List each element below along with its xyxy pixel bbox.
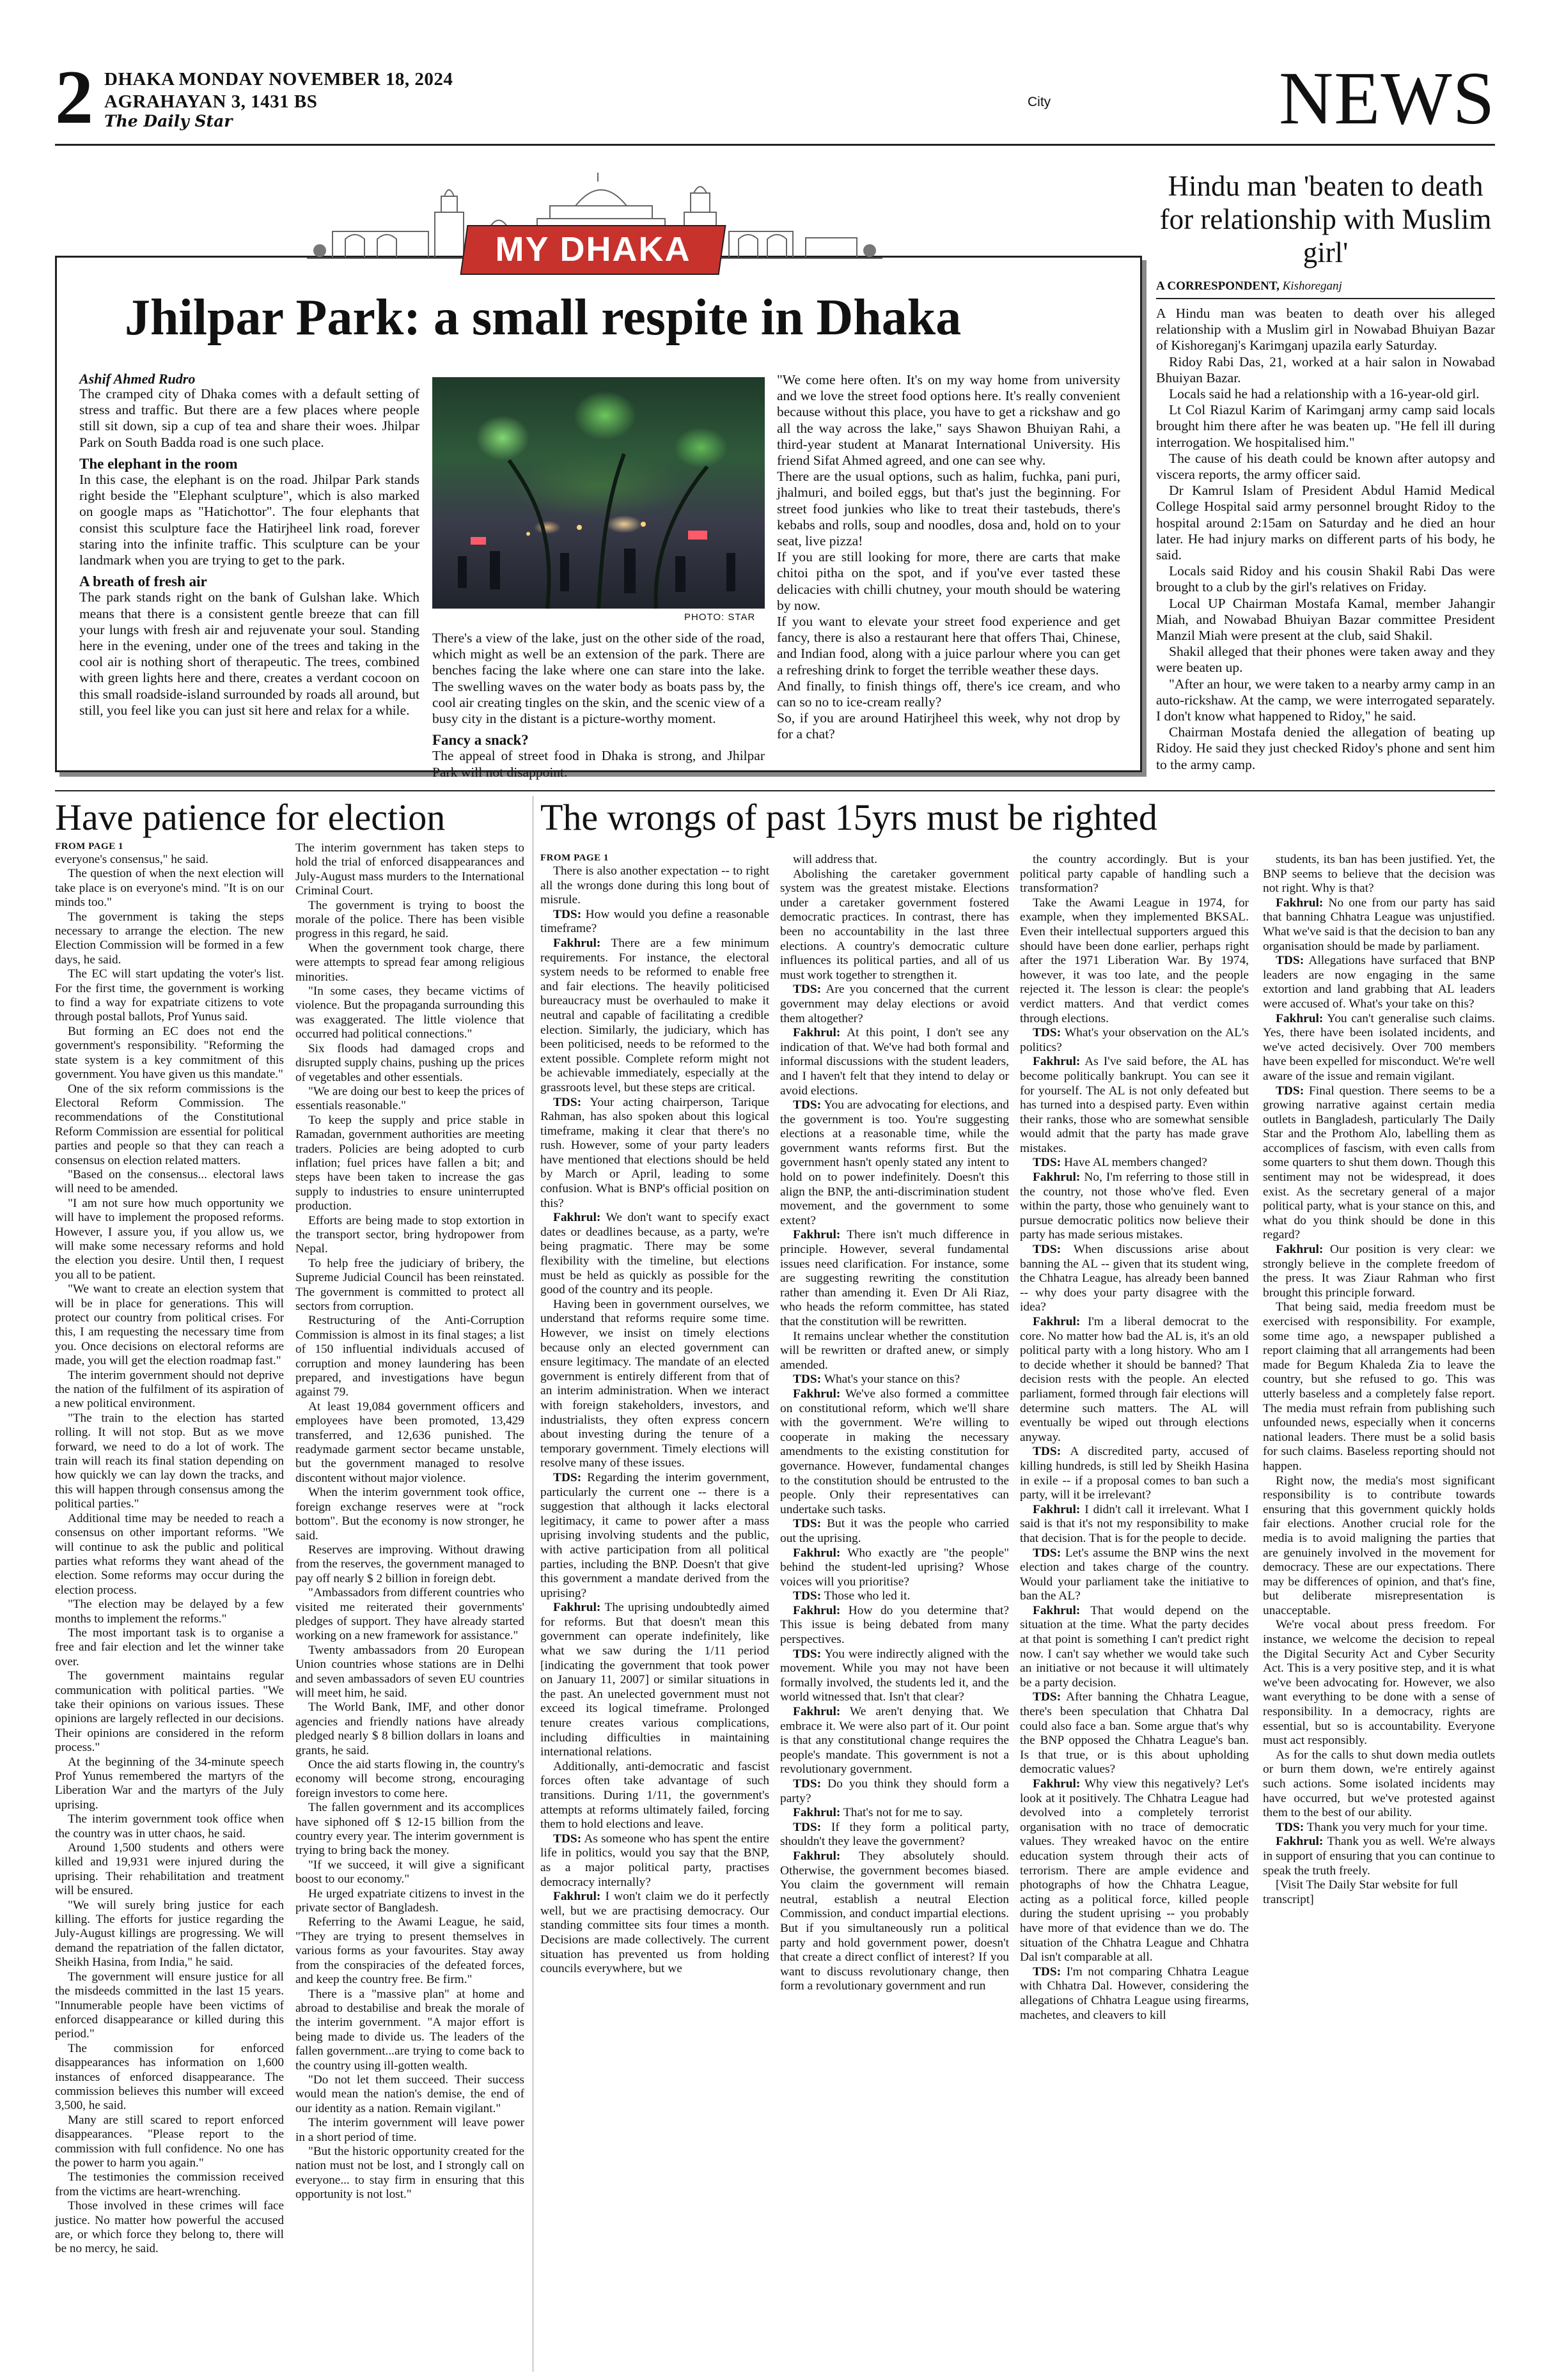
paragraph: "Based on the consensus... electoral laws will need to be amended. (55, 1167, 284, 1196)
paragraph-text: Thank you as well. We're always in support of ensuring that you can continue to speak the truth freely. (1263, 1835, 1496, 1878)
speaker-label: TDS: (793, 1589, 822, 1603)
paragraph-text: Our position is very clear: we strongly believe in the complete freedom of the press. It was Ziaur Rahman who first brought this principle forward. (1263, 1243, 1495, 1300)
speaker-label: Fakhrul: (793, 1705, 841, 1719)
paragraph-text: Take the Awami League in 1974, for example, when they implemented BKSAL. Even their intellectual supporters argued this should have been done earlier, perhaps right after the 1971 Liberation War. By 1974, however, it was too late, and the people rejected it. The lesson is clear: the people's verdict matters. And that verdict comes through elections. (1020, 896, 1249, 1025)
paper-logo: The Daily Star (104, 112, 233, 130)
speaker-label: Fakhrul: (793, 1026, 841, 1040)
paragraph-text: There is also another expectation -- to right all the wrongs done during this long bout of misrule. (540, 864, 769, 907)
paragraph-text: Right now, the media's most significant responsibility is to contribute towards ensuring that this government quickly holds fair elections. Another crucial role for the media is to avoid maligning the parties that are genuinely involved in the movement for democracy. These are our expectations. There may be differences of opinion, and that's fine, but deliberate misrepresentation is unacceptable. (1263, 1474, 1495, 1617)
speaker-label: Fakhrul: (1033, 1502, 1081, 1516)
paragraph-text: Allegations have surfaced that BNP leaders are now engaging in the same extortion and land grabbing that AL leaders were accused of. What's your take on this? (1263, 954, 1495, 1011)
paragraph: Efforts are being made to stop extortion in the transport sector, bring hydropower from Nepal. (295, 1213, 524, 1256)
paragraph: The appeal of street food in Dhaka is strong, and Jhilpar Park will not disappoint. (432, 748, 765, 780)
paragraph: "I am not sure how much opportunity we will have to implement the proposed reforms. However, I assure you, if you allow us, we will make some necessary reforms and hold the election you desire. Until then, I request you all to be patient. (55, 1196, 284, 1282)
paragraph (780, 1546, 1009, 1590)
paragraph (1020, 1026, 1249, 1055)
paragraph: The government maintains regular communication with political parties. "We take their opinions on various issues. These opinions are largely reflected in our decisions. Their opinions are considered in the reform process." (55, 1669, 284, 1755)
paragraph (1020, 1777, 1249, 1965)
paragraph (780, 1604, 1009, 1647)
election-headline: Have patience for election (55, 797, 446, 838)
paragraph: The interim government should not deprive the nation of the fulfilment of its aspiration of a new political environment. (55, 1368, 284, 1411)
paragraph (540, 1471, 769, 1601)
paragraph: "We will surely bring justice for each killing. The efforts for justice regarding the July-August killings are progressing. We will demand the repatriation of the fallen dictator, Sheikh Hasina, from India," he said. (55, 1898, 284, 1970)
paragraph (1263, 954, 1495, 1011)
speaker-label: TDS: (793, 1820, 822, 1834)
paragraph-text: If they form a political party, shouldn't they leave the government? (780, 1820, 1009, 1849)
paragraph: "We come here often. It's on my way home from university and we love the street food options here. It's really convenient because without this place, you have to get a rickshaw and go all the way across the lake," says Shawon Bhuiyan Rahi, a third-year student at Manarat International University. His friend Sifat Ahmed agreed, and one can see why. (777, 372, 1120, 469)
paragraph-text: That being said, media freedom must be exercised with responsibility. For example, some time ago, a newspaper published a report claiming that all arrangements had been made for Begum Khaleda Zia to leave the country, but she refused to go. This was utterly baseless and a completely false report. The media must refrain from publishing such unfounded news, especially when it concerns national leaders. There must be a solid basis for such claims. Baseless reporting should not happen. (1263, 1300, 1495, 1473)
paragraph (780, 1821, 1009, 1849)
paragraph (1020, 1965, 1249, 2023)
speaker-label: TDS: (553, 1832, 582, 1846)
paragraph (540, 1601, 769, 1760)
paragraph: everyone's consensus," he said. (55, 853, 208, 866)
paragraph-text: students, its ban has been justified. Yet, the BNP seems to believe that the decision was not right. Why is that? (1263, 853, 1495, 896)
paragraph-text: We aren't denying that. We embrace it. We were also part of it. Our point is that any constitutional change requires the people's mandate. This government is not a revolutionary government. (780, 1705, 1009, 1777)
paragraph: Referring to the Awami League, he said, "They are trying to present themselves in various forms as your favourites. Stay away from the conspiracies of the defeated forces, and keep the country free. Be firm." (295, 1915, 524, 1987)
paragraph (780, 1777, 1009, 1806)
speaker-label: Fakhrul: (1033, 1315, 1081, 1328)
paragraph-text: Have AL members changed? (1064, 1156, 1207, 1170)
speaker-label: Fakhrul: (793, 1387, 841, 1401)
paragraph: One of the six reform commissions is the Electoral Reform Commission. The recommendations of the Constitutional Reform Commission are essential for political parties and people so that they can reach a consensus on election related matters. (55, 1082, 284, 1167)
speaker-label: Fakhrul: (1033, 1777, 1081, 1791)
paragraph: Chairman Mostafa denied the allegation of beating up Ridoy. He said they just checked Ridoy's phone and sent him to the army camp. (1156, 724, 1495, 772)
paragraph: A Hindu man was beaten to death over his alleged relationship with a Muslim girl in Nowabad Bhuiyan Bazar of Kishoreganj's Karimganj upazila early Saturday. (1156, 306, 1495, 354)
paragraph: The EC will start updating the voter's list. For the first time, the government is working to find a way for expatriate citizens to vote through postal ballots, Prof Yunus said. (55, 967, 284, 1024)
paragraph: Dr Kamrul Islam of President Abdul Hamid Medical College Hospital said army personnel brought Ridoy to the hospital around 2:15am on Saturday and he died an hour later. He had injury marks on different parts of his body, he said. (1156, 483, 1495, 563)
paragraph-text: [Visit The Daily Star website for full transcript] (1263, 1878, 1458, 1906)
wrongs-col4 (1263, 853, 1495, 2371)
my-dhaka-col1 (79, 386, 419, 757)
paragraph: Once the aid starts flowing in, the country's economy will become strong, encouraging foreign investors to come here. (295, 1758, 524, 1800)
jhilpar-park-photo (432, 377, 765, 609)
hindu-byline-label: A CORRESPONDENT, (1156, 279, 1280, 293)
paragraph (1263, 853, 1495, 896)
paragraph: There is a "massive plan" at home and abroad to destabilise and break the morale of the interim government. "A major effort is being made to divide us. The leaders of the fallen government...are trying to come back to the country using ill-gotten wealth. (295, 1987, 524, 2073)
paragraph-text: But it was the people who carried out the uprising. (780, 1517, 1009, 1545)
paragraph (1263, 1878, 1495, 1907)
speaker-label: Fakhrul: (1276, 1011, 1324, 1025)
speaker-label: TDS: (1033, 1546, 1061, 1560)
paragraph: If you want to elevate your street food experience and get fancy, there is also a restaurant here that offers Thai, Chinese, and Indian food, along with a juice parlour where you can get a refreshing drink to forget the terrible weather these days. (777, 614, 1120, 678)
paragraph (780, 1647, 1009, 1705)
speaker-label: TDS: (1033, 1964, 1061, 1979)
speaker-label: TDS: (793, 983, 822, 997)
paragraph: He urged expatriate citizens to invest in the private sector of Bangladesh. (295, 1886, 524, 1915)
election-from-page: FROM PAGE 1 (55, 841, 123, 852)
paragraph-text: Who exactly are "the people" behind the student-led uprising? Whose voices will you prioritise? (780, 1546, 1010, 1589)
paragraph: Shakil alleged that their phones were taken away and they were beaten up. (1156, 644, 1495, 676)
speaker-label: TDS: (793, 1647, 822, 1661)
paragraph (1020, 1546, 1249, 1604)
section-label: City (1028, 95, 1051, 109)
paragraph (1263, 1300, 1495, 1474)
paragraph: The government will ensure justice for all the misdeeds committed in the last 15 years. "Innumerable people have been victims of enforced disappearance or killed during this period." (55, 1970, 284, 2041)
photo-detail (432, 377, 765, 609)
paragraph-text: Regarding the interim government, particularly the current one -- there is a suggestion that although it lacks electoral legitimacy, it came to power after a mass uprising involving students and the public, with active participation from all political parties, including the BNP. Doesn't that give this government a mandate derived from the uprising? (540, 1470, 769, 1600)
paragraph: The testimonies the commission received from the victims are heart-wrenching. (55, 2170, 284, 2198)
paragraph (780, 853, 1009, 867)
paragraph (780, 1849, 1009, 1994)
paragraph-text: There are a few minimum requirements. For instance, the electoral system needs to be reformed to enable free and fair elections. The heavily politicised bureaucracy must be overhauled to make it neutral and capable of facilitating a credible election. Similarly, the judiciary, which has been politicised, needs to be reformed to the extent possible. Complete reform might not be achievable immediately, especially at the grassroots level, but these steps are critical. (540, 936, 770, 1094)
photo-credit: PHOTO: STAR (684, 612, 756, 623)
paragraph: "We are doing our best to keep the prices of essentials reasonable." (295, 1084, 524, 1113)
paragraph: Six floods had damaged crops and disrupted supply chains, pushing up the prices of vegetables and other essentials. (295, 1041, 524, 1084)
paragraph-text: Are you concerned that the current government may delay elections or avoid them altogether? (780, 983, 1010, 1025)
paragraph-text: There isn't much difference in principle. However, several fundamental issues need clarification. For instance, some are suggesting rewriting the constitution rather than amending it. Even Dr Ali Riaz, who heads the reform committee, has stated that the constitution will be rewritten. (780, 1228, 1010, 1328)
paragraph: The World Bank, IMF, and other donor agencies and friendly nations have already pledged nearly $ 8 billion dollars in loans and grants, he said. (295, 1700, 524, 1757)
paragraph: There's a view of the lake, just on the other side of the road, which might as well be an extension of the park. There are benches facing the lake where one can stare into the lake. The swelling waves on the water body as boats pass by, the cool air creating tingles on the skin, and the scenic view of a busy city in the distant is a picture-worthy moment. (432, 630, 765, 727)
speaker-label: Fakhrul: (1276, 1243, 1324, 1257)
my-dhaka-headline: Jhilpar Park: a small respite in Dhaka (125, 290, 962, 346)
paragraph: The government is taking the steps necessary to arrange the election. The new Election Commission will be formed in a few days, he said. (55, 910, 284, 967)
paragraph: "If we succeed, it will give a significant boost to our economy." (295, 1858, 524, 1886)
paragraph: When the interim government took office, foreign exchange reserves were at "rock bottom". But the economy is now stronger, he said. (295, 1486, 524, 1543)
speaker-label: TDS: (1033, 1243, 1061, 1257)
paragraph: "In some cases, they became victims of violence. But the propaganda surrounding this was exaggerated. The little violence that occurred had political connections." (295, 984, 524, 1041)
paragraph (780, 1589, 1009, 1604)
paragraph (1020, 896, 1249, 1026)
speaker-label: Fakhrul: (1276, 1835, 1324, 1849)
paragraph: "But the historic opportunity created for the nation must not be lost, and I strongly call on everyone... to stay firm in ensuring that this opportunity is not lost." (295, 2144, 524, 2202)
paragraph: Ridoy Rabi Das, 21, worked at a hair salon in Nowabad Bhuiyan Bazar. (1156, 354, 1495, 385)
paragraph: The cause of his death could be known after autopsy and viscera reports, the army officer said. (1156, 450, 1495, 483)
paragraph: The fallen government and its accomplices have siphoned off $ 12-15 billion from the country every year. The interim government is trying to bring back the money. (295, 1801, 524, 1858)
page-number: 2 (55, 54, 93, 139)
wrongs-col3 (1020, 853, 1249, 2371)
paragraph-text: As someone who has spent the entire life in politics, would you say that the BNP, as a major political party, practises democracy internally? (540, 1832, 769, 1889)
speaker-label: TDS: (1276, 954, 1304, 968)
paragraph (540, 864, 769, 908)
paragraph (540, 908, 769, 937)
wrongs-col1 (540, 864, 769, 2371)
my-dhaka-col2 (432, 630, 765, 780)
paragraph (1263, 1618, 1495, 1748)
paragraph (780, 1330, 1009, 1373)
hindu-story-byline (1156, 279, 1342, 293)
speaker-label: Fakhrul: (553, 936, 601, 950)
paragraph-text: No, I'm referring to those still in the country, not those who've fled. Even within the party, those who genuinely want to pursue democratic politics now believe their party has made serious mistakes. (1020, 1171, 1249, 1242)
paragraph (1263, 1835, 1495, 1878)
my-dhaka-banner-text: MY DHAKA (495, 230, 691, 268)
speaker-label: TDS: (793, 1777, 822, 1791)
speaker-label: Fakhrul: (793, 1228, 841, 1242)
election-col1 (55, 853, 284, 2371)
speaker-label: TDS: (793, 1098, 822, 1112)
paragraph: At least 19,084 government officers and employees have been promoted, 13,429 transferred, and 12,636 punished. The readymade garment sector became unstable, but the government managed to resolve discontent without major violence. (295, 1399, 524, 1485)
speaker-label: TDS: (793, 1373, 822, 1387)
paragraph-text: We're vocal about press freedom. For instance, we welcome the decision to repeal the Digital Security Act and Cyber Security Act. This is a very positive step, and it is what we've been advocating for. However, we also want everything to be done with a sense of responsibility. In a democracy, rights are essential, but so is accountability. Everyone must act responsibly. (1263, 1618, 1495, 1748)
paragraph (1020, 1315, 1249, 1445)
my-dhaka-byline: Ashif Ahmed Rudro (79, 371, 196, 387)
paragraph-text: How would you define a reasonable timeframe? (540, 907, 769, 936)
hindu-story-body (1156, 306, 1495, 779)
paragraph (780, 867, 1009, 983)
speaker-label: TDS: (553, 907, 582, 921)
speaker-label: TDS: (1033, 1690, 1061, 1704)
paragraph: Locals said Ridoy and his cousin Shakil Rabi Das were brought to a club by the girl's relatives on Friday. (1156, 563, 1495, 595)
paragraph: The interim government took office when the country was in utter chaos, he said. (55, 1812, 284, 1840)
paragraph: The commission for enforced disappearances has information on 1,600 instances of enforced disappearance. The commission believes this number will exceed 3,500, he said. (55, 2041, 284, 2113)
paragraph: "Ambassadors from different countries who visited me reiterated their governments' pledges of support. They have already started working on a new framework for assistance." (295, 1586, 524, 1643)
paragraph: "The train to the election has started rolling. It will not stop. But as we move forward, we need to do a lot of work. The train will reach its final station depending on how quickly we can lay down the tracks, and this will happen through consensus among the political parties." (55, 1411, 284, 1511)
section-title: NEWS (1279, 56, 1496, 140)
upper-lower-rule (55, 790, 1495, 791)
speaker-label: TDS: (1276, 1084, 1304, 1098)
speaker-label: Fakhrul: (1033, 1171, 1081, 1185)
paragraph-text: How do you determine that? This issue is being debated from many perspectives. (780, 1603, 1009, 1647)
paragraph-text: It remains unclear whether the constitution will be rewritten or drafted anew, or simply amended. (780, 1329, 1009, 1372)
paragraph: And finally, to finish things off, there's ice cream, and who can so no to ice-cream really? (777, 678, 1120, 710)
paragraph: To help free the judiciary of bribery, the Supreme Judicial Council has been reinstated. The government is committed to protect all sectors from corruption. (295, 1256, 524, 1313)
paragraph-text: They absolutely should. Otherwise, the government becomes biased. You claim the government will remain neutral, establish a neutral Election Commission, and conduct impartial elections. But if you simultaneously run a political party and hold government power, doesn't that create a direct conflict of interest? If you want to discuss revolutionary change, then form a revolutionary government and run (780, 1849, 1009, 1993)
speaker-label: Fakhrul: (793, 1546, 841, 1560)
paragraph: The cramped city of Dhaka comes with a default setting of stress and traffic. But there are a few places where people still sit down, sip a cup of tea and share their woes. Jhilpar Park on South Badda road is one such place. (79, 386, 419, 450)
paragraph-text: That would depend on the situation at the time. What the party decides at that point is something I can't predict right now. I can't say whether we would take such an initiative or not because it will ultimately be a party decision. (1020, 1603, 1249, 1690)
paragraph: Reserves are improving. Without drawing from the reserves, the government managed to pay off nearly $ 2 billion in foreign debt. (295, 1543, 524, 1585)
paragraph-text: The uprising undoubtedly aimed for reforms. But that doesn't mean this government can operate indefinitely, like what we saw during the 1/11 period [indicating the government that took power on January 11, 2007] or similar situations in the past. An unelected government must not exceed its logical timeframe. Prolonged tenure creates various complications, including difficulties in maintaining international relations. (540, 1601, 770, 1759)
election-col2 (295, 841, 524, 2371)
speaker-label: Fakhrul: (1276, 896, 1324, 910)
paragraph-text: Why view this negatively? Let's look at it positively. The Chhatra League had devolved into a completely terrorist organisation with no trace of democratic values. They wreaked havoc on the entire education system through their acts of terrorism. There are ample evidence and photographs of how the Chhatra League, acting as a political force, killed people during the student uprising -- you probably have more of that evidence than we do. The situation of the Chhatra League and Chhatra Dal isn't comparable at all. (1020, 1777, 1249, 1964)
speaker-label: TDS: (1033, 1445, 1061, 1459)
paragraph-text: Let's assume the BNP wins the next election and takes charge of the country. Would your parliament take the initiative to ban the AL? (1020, 1546, 1249, 1603)
paragraph-text: Abolishing the caretaker government system was the greatest mistake. Elections under a caretaker government fostered democratic practices. In contrast, there has been no accountability in the last three elections. A country's democratic culture influences its political parties, and all of us must work together to strengthen it. (780, 867, 1009, 982)
paragraph (780, 1806, 1009, 1821)
paragraph-text: As I've said before, the AL has become politically bankrupt. You can see it for yourself. The AL is not only defeated but has turned into a despised party. Even within their ranks, those who are somewhat sensible would admit that the party has made grave mistakes. (1020, 1055, 1249, 1155)
speaker-label: Fakhrul: (1033, 1603, 1081, 1617)
wrongs-from-page: FROM PAGE 1 (540, 853, 609, 863)
paragraph: At the beginning of the 34-minute speech Prof Yunus remembered the martyrs of the Liberation War and the martyrs of the July uprising. (55, 1755, 284, 1812)
paragraph (1020, 1445, 1249, 1502)
paragraph: If you are still looking for more, there are carts that make chitoi pitha on the spot, and if you've ever tasted these delicacies with chilli chutney, your mouth should be watering by now. (777, 549, 1120, 613)
subheading: Fancy a snack? (432, 732, 529, 749)
paragraph: The park stands right on the bank of Gulshan lake. Which means that there is a consistent gentle breeze that can fill your lungs with fresh air and rejuvenate your soul. Standing here in the evening, under one of the trees and taking in the cool air is nothing short of therapeutic. The trees, combined with green lights here and there, creates a verdant cocoon on this small roadside-island surrounded by roads all around, but still, you feel like you can just sit here and relax for a while. (79, 589, 419, 718)
paragraph: Twenty ambassadors from 20 European Union countries whose stations are in Delhi and seven ambassadors of seven EU countries will meet him, he said. (295, 1643, 524, 1700)
paragraph (1020, 1690, 1249, 1777)
speaker-label: TDS: (1033, 1026, 1061, 1040)
paragraph-text: You are advocating for elections, and the government is too. You're suggesting elections at a reasonable time, while the government wants reforms first. But the government hasn't openly stated any intent to hold on to power indefinitely. Doesn't this align the BNP, the anti-discrimination student movement, and the government to some extent? (780, 1098, 1009, 1227)
paragraph: Local UP Chairman Mostafa Kamal, member Jahangir Miah, and Nowabad Bhuiyan Bazar committee President Manzil Miah were present at the club, said Shakil. (1156, 595, 1495, 644)
dateline: DHAKA MONDAY NOVEMBER 18, 2024 (104, 69, 453, 89)
paragraph-text: We've also formed a committee on constitutional reform, which we'll share with the government. We're willing to cooperate in making the necessary amendments to the existing constitution for governance. However, fundamental changes to the constitution should be entrusted to the people. Only their representatives can undertake such tasks. (780, 1387, 1009, 1516)
speaker-label: TDS: (553, 1470, 582, 1484)
paragraph (1263, 1821, 1495, 1835)
speaker-label: Fakhrul: (553, 1890, 601, 1904)
paragraph (780, 1098, 1009, 1228)
hindu-story-headline: Hindu man 'beaten to death for relationship with Muslim girl' (1159, 170, 1492, 268)
masthead-rule (55, 144, 1495, 146)
paragraph: Lt Col Riazul Karim of Karimganj army camp said locals brought him there after he was beaten up. "He fell ill during interrogation. We hospitalised him." (1156, 402, 1495, 450)
speaker-label: TDS: (1276, 1820, 1304, 1834)
paragraph-text: As for the calls to shut down media outlets or burn them down, we're entirely against such actions. Some isolated incidents may have occurred, but we've protested against them to the best of our ability. (1263, 1748, 1495, 1820)
paragraph-text: When discussions arise about banning the AL -- given that its student wing, the Chhatra League, has already been banned -- why does your party disagree with the idea? (1020, 1243, 1249, 1314)
paragraph: Those involved in these crimes will face justice. No matter how powerful the accused are, or which force they belong to, there will be no mercy, he said. (55, 2199, 284, 2256)
paragraph (1263, 1748, 1495, 1821)
paragraph-text: I won't claim we do it perfectly well, but we are practising democracy. Our standing committee sits four times a month. Decisions are made collectively. The current situation has prevented us from holding councils everywhere, but we (540, 1890, 769, 1976)
paragraph (1020, 1604, 1249, 1691)
paragraph: Locals said he had a relationship with a 16-year-old girl. (1169, 386, 1480, 402)
paragraph: There are the usual options, such as halim, fuchka, pani puri, jhalmuri, and boiled eggs, but that's just the beginning. For street food junkies who like to treat their tastebuds, there's kebabs and rolls, soup and noodles, dosa and, hold on to your seat, live pizza! (777, 469, 1120, 549)
paragraph (780, 1705, 1009, 1777)
speaker-label: Fakhrul: (793, 1806, 841, 1820)
wrongs-headline: The wrongs of past 15yrs must be righted (540, 797, 1157, 838)
paragraph (1263, 1084, 1495, 1243)
paragraph: In this case, the elephant is on the road. Jhilpar Park stands right beside the "Elephant sculpture", which is also marked on google maps as "Hatichottor". The four elephants that consist this sculpture face the Hatirjheel link road, forever staring into the infinite traffic. This sculpture can be your landmark when you are trying to get to the park. (79, 472, 419, 568)
paragraph: Restructuring of the Anti-Corruption Commission is almost in its final stages; a list of 150 influential individuals accused of corruption and money laundering has been prepared, and investigations have begun against 79. (295, 1314, 524, 1399)
paragraph (1263, 1243, 1495, 1300)
paragraph-text: I'm not comparing Chhatra League with Chhatra Dal. However, considering the allegations of Chhatra League using firearms, machetes, and cleavers to kill (1020, 1964, 1249, 2022)
paragraph (1020, 1503, 1249, 1546)
paragraph-text: A discredited party, accused of killing hundreds, is still led by Sheikh Hasina in exile -- if a proposal comes to ban such a party, will it be irrelevant? (1020, 1445, 1249, 1502)
hindu-byline-place: Kishoreganj (1282, 279, 1342, 293)
paragraph-text: Having been in government ourselves, we understand that reforms require some time. However, we insist on timely elections because only an elected government can ensure legitimacy. The mandate of an elected government is entirely different from that of an interim administration. When we interact with foreign stakeholders, investors, and industrialists, they often express concern about investing during the tenure of a temporary government. Timely elections will resolve many of these issues. (540, 1297, 769, 1470)
speaker-label: Fakhrul: (553, 1601, 601, 1615)
paragraph-text: Final question. There seems to be a growing narrative against certain media outlets in Bangladesh, particularly The Daily Star and the Prothom Alo, labelling them as accomplices of fascism, with even calls from some quarters to shut them down. Though this sentiment may not be widespread, it does exist. As the secretary general of a major political party, what is your stance on this, and what do you think should be done in this regard? (1263, 1084, 1495, 1242)
paragraph (780, 1387, 1009, 1517)
wrongs-col2 (780, 853, 1009, 2371)
speaker-label: TDS: (1033, 1156, 1061, 1170)
paragraph-text: That's not for me to say. (843, 1806, 963, 1820)
speaker-label: Fakhrul: (793, 1849, 841, 1863)
paragraph: Around 1,500 students and others were killed and 19,931 were injured during the uprising. Their rehabilitation and treatment will be ensured. (55, 1841, 284, 1898)
paragraph: To keep the supply and price stable in Ramadan, government authorities are meeting traders. Policies are being adopted to curb inflation; fuel prices have fallen a bit; and steps have been taken to increase the gas supply to industries to ensure uninterrupted production. (295, 1113, 524, 1213)
speaker-label: TDS: (553, 1095, 582, 1109)
paragraph (1020, 1055, 1249, 1156)
paragraph-text: will address that. (793, 853, 877, 866)
paragraph (1020, 853, 1249, 896)
hindu-rule (1156, 298, 1495, 299)
dateline-bs: AGRAHAYAN 3, 1431 BS (104, 91, 318, 112)
speaker-label: Fakhrul: (1033, 1055, 1081, 1069)
paragraph: But forming an EC does not end the government's responsibility. "Reforming the state system is a key commitment of this government. You have given us this mandate." (55, 1024, 284, 1082)
paragraph: "We want to create an election system that will be in place for generations. This will protect our country from political crises. For this, I am requesting the necessary time from you. Once decisions on electoral reforms are made, you will get the election roadmap fast." (55, 1282, 284, 1368)
paragraph-text: After banning the Chhatra League, there's been speculation that Chhatra Dal could also face a ban. Some argue that's why the BNP opposed the Chhatra League's ban. Is that true, or is this about upholding democratic values? (1020, 1690, 1249, 1777)
paragraph (780, 1373, 1009, 1387)
speaker-label: TDS: (793, 1517, 822, 1531)
paragraph: When the government took charge, there were attempts to spread fear among religious minorities. (295, 941, 524, 984)
paragraph (1263, 1012, 1495, 1084)
paragraph (780, 1026, 1009, 1098)
paragraph (780, 1517, 1009, 1546)
paragraph (1020, 1156, 1249, 1171)
subheading: The elephant in the room (79, 455, 238, 472)
paragraph: Many are still scared to report enforced disappearances. "Please report to the commission with full confidence. No one has the power to harm you again." (55, 2113, 284, 2170)
my-dhaka-col3 (777, 372, 1120, 759)
paragraph (780, 1228, 1009, 1329)
paragraph-text: Additionally, anti-democratic and fascist forces often take advantage of such transitions. During 1/11, the government's attempts at reforms ultimately failed, forcing them to hold elections and leave. (540, 1759, 769, 1832)
paragraph (540, 1298, 769, 1471)
paragraph-text: What's your observation on the AL's politics? (1020, 1026, 1249, 1054)
paragraph: The most important task is to organise a free and fair election and let the winner take over. (55, 1626, 284, 1668)
paragraph (540, 937, 769, 1096)
paragraph: So, if you are around Hatirjheel this week, why not drop by for a chat? (777, 710, 1120, 742)
subheading: A breath of fresh air (79, 573, 207, 590)
paragraph: Additional time may be needed to reach a consensus on other important reforms. "We will continue to ask the public and political parties what reforms they want ahead of the election. Some reforms may occur during the election process. (55, 1511, 284, 1597)
paragraph (780, 983, 1009, 1026)
paragraph-text: Your acting chairperson, Tarique Rahman, has also spoken about this logical timeframe, making it clear that there's no rush. However, some of your party leaders have mentioned that elections should be held by March or April, leading to some confusion. What is BNP's official position on this? (540, 1095, 769, 1210)
paragraph: The question of when the next election will take place is on everyone's mind. "It is on our minds too." (55, 867, 284, 910)
paragraph (540, 1890, 769, 1977)
paragraph-text: You can't generalise such claims. Yes, there have been isolated incidents, and we've acted decisively. Over 700 members have been expelled for misconduct. We're well aware of the issue and remain vigilant. (1263, 1011, 1495, 1083)
paragraph: The government is trying to boost the morale of the police. There has been visible progress in this regard, he said. (295, 898, 524, 941)
paragraph (1020, 1243, 1249, 1315)
paragraph-text: Do you think they should form a party? (780, 1777, 1009, 1805)
paragraph (540, 1211, 769, 1298)
paragraph-text: Those who led it. (824, 1589, 911, 1603)
paragraph-text: We don't want to specify exact dates or deadlines because, as a party, we're being pragmatic. There may be some flexibility with the timeline, but elections must be held as quickly as possible for the good of the country and its people. (540, 1211, 769, 1297)
paragraph-text: What's your stance on this? (824, 1373, 960, 1387)
paragraph-text: Thank you very much for your time. (1306, 1820, 1488, 1834)
paragraph (540, 1096, 769, 1211)
paragraph: The interim government has taken steps to hold the trial of enforced disappearances and July-August mass murders to the International Criminal Court. (295, 841, 524, 898)
paragraph-text: No one from our party has said that banning Chhatra League was unjustified. What we've said is that the decision to ban any organisation should be made by parliament. (1263, 896, 1495, 953)
paragraph-text: You were indirectly aligned with the movement. While you may not have been formally involved, the students led it, and the world witnessed that. Isn't that clear? (780, 1647, 1009, 1704)
paragraph (1020, 1171, 1249, 1243)
paragraph: "Do not let them succeed. Their success would mean the nation's demise, the end of our identity as a nation. Remain vigilant." (295, 2073, 524, 2115)
paragraph (540, 1760, 769, 1832)
paragraph (1263, 896, 1495, 954)
paragraph-text: the country accordingly. But is your political party capable of handling such a transformation? (1020, 853, 1249, 896)
paragraph: The interim government will leave power in a short period of time. (295, 2116, 524, 2144)
paragraph-text: I didn't call it irrelevant. What I said is that it's not my responsibility to make that decision. That is for the people to decide. (1020, 1502, 1249, 1545)
paragraph (540, 1832, 769, 1890)
speaker-label: Fakhrul: (793, 1603, 841, 1617)
paragraph-text: I'm a liberal democrat to the core. No matter how bad the AL is, it's an old political party with a long history. Who am I to decide whether it should be banned? That decision rests with the people. An elected parliament, formed through fair elections will determine such matters. The AL will eventually be wiped out through elections anyway. (1020, 1315, 1249, 1444)
paragraph: "The election may be delayed by a few months to implement the reforms." (55, 1598, 284, 1626)
paragraph: "After an hour, we were taken to a nearby army camp in an auto-rickshaw. At the camp, we were interrogated separately. I don't know what happened to Ridoy," he said. (1156, 676, 1495, 724)
paragraph (1263, 1474, 1495, 1619)
paragraph-text: At this point, I don't see any indication of that. We've had both formal and informal discussions with the student leaders, and I haven't felt that they intend to delay or avoid elections. (780, 1026, 1010, 1098)
speaker-label: Fakhrul: (553, 1211, 601, 1225)
